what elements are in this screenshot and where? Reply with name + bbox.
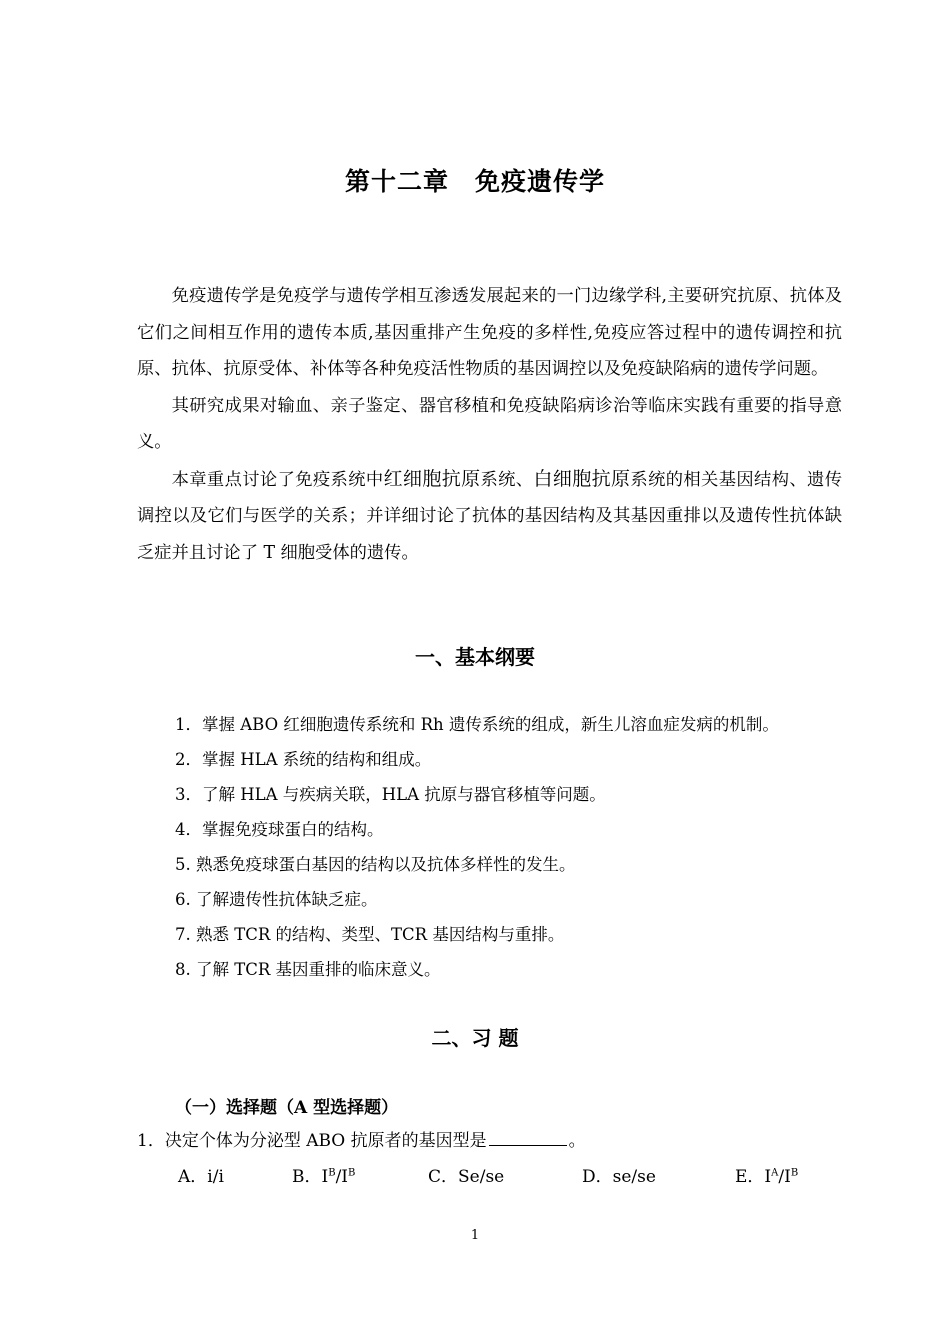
option-b-sup-1: B bbox=[328, 1167, 336, 1179]
question-1-stem bbox=[137, 1126, 586, 1151]
option-b-sup-2: B bbox=[348, 1167, 356, 1179]
intro-p3-white-cell-antigen: 白细胞抗原 bbox=[533, 467, 631, 490]
option-e bbox=[735, 1162, 798, 1187]
section-title-outline: 一、基本纲要 bbox=[415, 645, 535, 669]
intro-paragraph-2: 其研究成果对输血、亲子鉴定、器官移植和免疫缺陷病诊治等临床实践有重要的指导意义。 bbox=[137, 395, 842, 452]
option-e-sup-1: A bbox=[771, 1167, 779, 1179]
question-1-end: 。 bbox=[568, 1131, 586, 1151]
intro-section bbox=[137, 278, 842, 571]
option-e-text: E．I bbox=[735, 1167, 772, 1187]
outline-item: 2．掌握 HLA 系统的结构和组成。 bbox=[175, 750, 432, 769]
outline-item: 6. 了解遗传性抗体缺乏症。 bbox=[175, 890, 378, 909]
intro-p3-red-cell-antigen: 红细胞抗原 bbox=[383, 467, 481, 490]
option-b bbox=[292, 1162, 355, 1187]
outline-item: 8. 了解 TCR 基因重排的临床意义。 bbox=[175, 960, 441, 979]
page-number: 1 bbox=[470, 1228, 480, 1243]
option-b-mid: /I bbox=[335, 1167, 349, 1187]
outline-item: 5. 熟悉免疫球蛋白基因的结构以及抗体多样性的发生。 bbox=[175, 855, 576, 874]
intro-paragraph-1: 免疫遗传学是免疫学与遗传学相互渗透发展起来的一门边缘学科,主要研究抗原、抗体及它们之间相互作用的遗传本质,基因重排产生免疫的多样性,免疫应答过程中的遗传调控和抗原、抗体、抗原受体、补体等各种免疫活性物质的基因调控以及免疫缺陷病的遗传学问题。 bbox=[137, 286, 842, 379]
option-e-mid: /I bbox=[778, 1167, 791, 1187]
chapter-title: 第十二章 免疫遗传学 bbox=[344, 167, 605, 196]
outline-item: 1．掌握 ABO 红细胞遗传系统和 Rh 遗传系统的组成，新生儿溶血症发病的机制。 bbox=[175, 715, 779, 734]
outline-item: 3．了解 HLA 与疾病关联，HLA 抗原与器官移植等问题。 bbox=[175, 785, 606, 804]
subsection-title: （一）选择题（A 型选择题） bbox=[175, 1098, 399, 1118]
outline-list bbox=[175, 707, 855, 987]
section-title-exercises: 二、习 题 bbox=[431, 1026, 519, 1050]
option-a: A．i/i bbox=[178, 1167, 224, 1187]
option-e-sup-2: B bbox=[790, 1167, 799, 1179]
intro-paragraph-3 bbox=[137, 461, 842, 572]
intro-p3-part-a: 本章重点讨论了免疫系统中 bbox=[171, 469, 384, 490]
intro-p3-part-e: 系统的相关基因结构、遗传调控以及它们与医学的关系；并详细讨论了抗体的基因结构及其基因重排以及遗传性抗体缺乏症并且讨论了 T 细胞受体的遗传。 bbox=[137, 469, 842, 563]
question-1-options bbox=[0, 1162, 950, 1192]
answer-blank bbox=[489, 1128, 567, 1146]
option-b-text: B．I bbox=[292, 1167, 329, 1187]
outline-item: 4．掌握免疫球蛋白的结构。 bbox=[175, 820, 384, 839]
outline-item: 7. 熟悉 TCR 的结构、类型、TCR 基因结构与重排。 bbox=[175, 925, 565, 944]
question-1-text: 1．决定个体为分泌型 ABO 抗原者的基因型是 bbox=[137, 1131, 487, 1151]
option-c: C．Se/se bbox=[428, 1167, 505, 1187]
option-d: D．se/se bbox=[582, 1167, 656, 1187]
intro-p3-part-c: 系统、 bbox=[480, 469, 534, 490]
